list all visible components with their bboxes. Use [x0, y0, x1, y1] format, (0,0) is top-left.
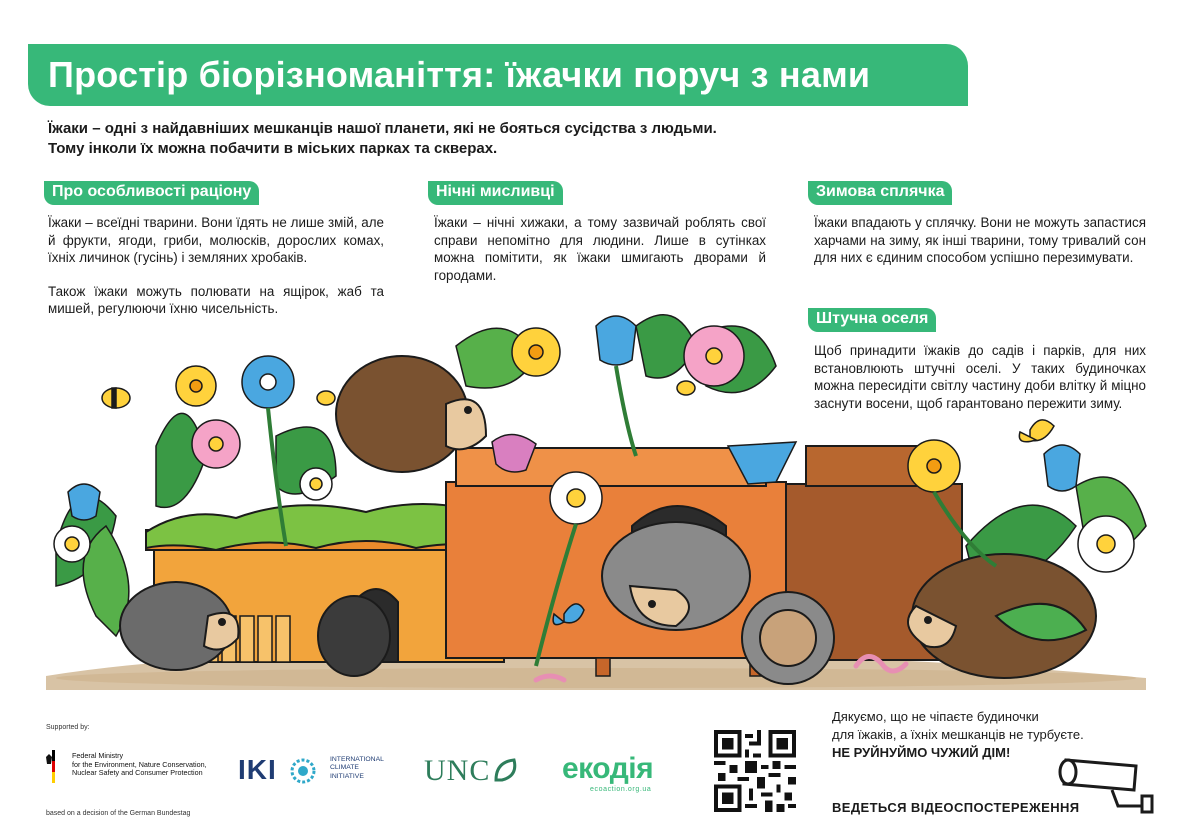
unc-leaf-icon	[492, 756, 522, 786]
ekodia-name: екодія	[562, 752, 654, 785]
diet-paragraph-1: Їжаки – всеїдні тварини. Вони їдять не лише змій, але й фрукти, ягоди, гриби, молюсків, дорослих комах, їхніх личинок (гусінь) і земляних хробаків.	[48, 215, 384, 266]
ekodia-logo	[562, 752, 672, 796]
bmu-line-3: Nuclear Safety and Consumer Protection	[72, 768, 203, 778]
intro-line-1: Їжаки – одні з найдавніших мешканців нашої планети, які не бояться сусідства з людьми.	[48, 120, 717, 137]
intro-line-2: Тому інколи їх можна побачити в міських парках та скверах.	[48, 140, 498, 157]
night-text	[434, 214, 766, 284]
flower-pink-left	[192, 420, 240, 468]
bundestag-note: based on a decision of the German Bundestag	[46, 810, 191, 817]
iki-line-1: INTERNATIONAL	[330, 756, 384, 763]
house-heading: Штучна оселя	[808, 308, 936, 332]
flower-blue-left	[242, 356, 294, 408]
house-legs-left	[596, 658, 610, 676]
night-heading: Нічні мисливці	[428, 181, 563, 205]
slogan: НЕ РУЙНУЙМО ЧУЖИЙ ДІМ!	[832, 745, 1011, 760]
hedgehog-in-door	[318, 596, 390, 676]
flower-pink-right	[684, 326, 744, 386]
qr-code-icon[interactable]	[714, 730, 796, 812]
diet-heading: Про особливості раціону	[44, 181, 259, 205]
hedgehog-middle	[602, 522, 750, 630]
winter-paragraph-1: Їжаки впадають у сплячку. Вони не можуть запастися харчами на зиму, як інші тварини, тому тривалий сон для них є єдиним способом успішно перезимувати.	[814, 215, 1146, 266]
bmu-logo	[46, 750, 226, 790]
supported-by-label: Supported by:	[46, 724, 90, 731]
butterfly-yellow-icon	[1019, 420, 1054, 442]
intro-text	[48, 119, 808, 159]
house-paragraph-1: Щоб принадити їжаків до садів і парків, для них встановлюють штучні оселі. У таких будиночках можна пересидіти світлу частину доби влітку й міцно заснути восени, щоб гарантовано пережити зиму.	[814, 343, 1146, 411]
iki-logo	[238, 752, 398, 792]
unc-text: UNC	[424, 754, 491, 787]
flower-yellow-left	[176, 366, 216, 406]
page-title: Простір біорізноманіття: їжачки поруч з нами	[48, 54, 871, 95]
bmu-line-1: Federal Ministry	[72, 751, 124, 760]
iki-line-2: CLIMATE	[330, 764, 359, 772]
winter-heading: Зимова сплячка	[808, 181, 952, 205]
iki-letters: IKI	[238, 754, 277, 785]
diet-paragraph-2: Також їжаки можуть полювати на ящірок, жаб та мишей, регулюючи їхню чисельність.	[48, 283, 384, 317]
night-paragraph-1: Їжаки – нічні хижаки, а тому зазвичай роблять свої справи непомітно для людини. Лише в сутінках можна помітити, як їжаки шмигають дворами й городами.	[434, 215, 766, 283]
iki-line-3: INITIATIVE	[330, 772, 364, 780]
title-banner	[28, 44, 968, 106]
german-flag-icon	[46, 750, 60, 784]
hedgehog-garden-illustration	[36, 286, 1160, 696]
hedgehog-curled	[742, 592, 834, 684]
iki-name	[330, 756, 400, 781]
thanks-line-1: Дякуємо, що не чіпаєте будиночки	[832, 709, 1039, 724]
bee-icon	[102, 388, 130, 408]
unc-logo	[424, 754, 524, 790]
bmu-line-2: for the Environment, Nature Conservation,	[72, 759, 207, 769]
ekodia-url: ecoaction.org.ua	[590, 786, 652, 793]
surveillance-notice: ВЕДЕТЬСЯ ВІДЕОСПОСТЕРЕЖЕННЯ	[832, 800, 1080, 815]
bmu-name	[72, 752, 242, 778]
winter-text	[814, 214, 1146, 267]
iki-ring-icon	[290, 758, 316, 784]
thanks-line-2: для їжаків, а їхніх мешканців не турбуєте.	[832, 727, 1084, 742]
